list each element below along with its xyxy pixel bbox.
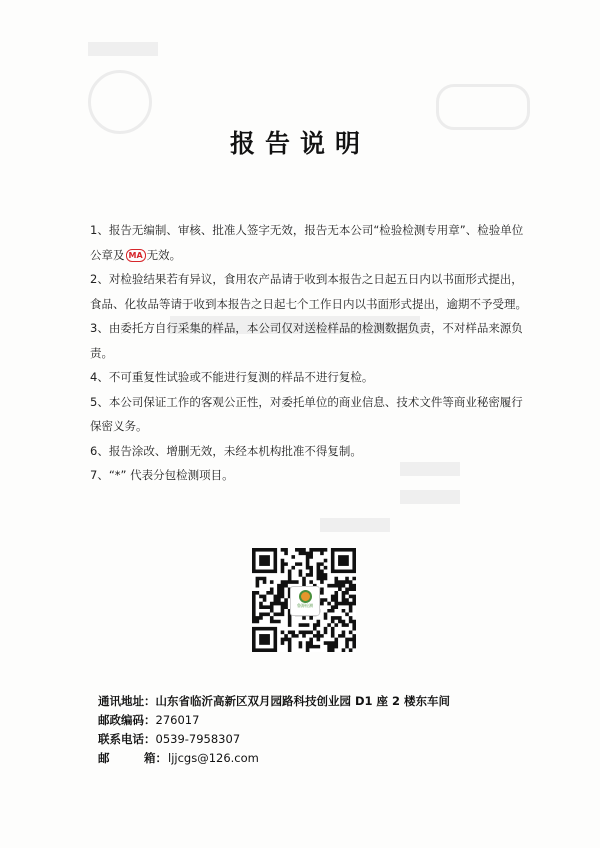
postcode-row: [98, 711, 558, 730]
note-item: 7、“*” 代表分包检测项目。: [90, 468, 234, 482]
phone-value: 0539-7958307: [155, 732, 241, 746]
email-label-part: 邮: [98, 751, 110, 765]
postcode-value: 276017: [155, 713, 200, 727]
qr-finder-pattern: [259, 634, 270, 645]
postcode-label: 邮政编码：: [98, 713, 156, 727]
company-logo-icon: [299, 590, 312, 603]
note-item: [90, 218, 530, 267]
note-item: 4、不可重复性试验或不能进行复测的样品不进行复检。: [90, 370, 374, 384]
qr-logo: [290, 586, 320, 616]
phone-label: 联系电话：: [98, 732, 156, 746]
notes-list: [90, 218, 530, 488]
faded-bar: [88, 42, 158, 56]
email-value[interactable]: ljjcgs@126.com: [168, 751, 259, 765]
page-title: 报告说明: [229, 129, 370, 158]
address-value: 山东省临沂高新区双月园路科技创业园 D1 座 2 楼东车间: [155, 694, 451, 708]
note-item: 2、对检验结果若有异议，食用农产品请于收到本报告之日起五日内以书面形式提出，食品、化妆品等请于收到本报告之日起七个工作日内以书面形式提出，逾期不予受理。: [90, 272, 527, 311]
email-label: [98, 749, 168, 768]
faded-bar: [320, 518, 390, 532]
email-label-part: 箱：: [144, 751, 167, 765]
phone-row: [98, 730, 558, 749]
note-text: 1、报告无编制、审核、批准人签字无效，报告无本公司“检验检测专用章”、检验单位公章及: [90, 223, 524, 262]
qr-logo-text: 鲁源检测: [297, 603, 313, 608]
ma-badge-icon: MA: [126, 249, 146, 262]
faded-bar: [400, 490, 460, 504]
note-item: 3、由委托方自行采集的样品，本公司仅对送检样品的检测数据负责，不对样品来源负责。: [90, 321, 523, 360]
address-row: [98, 692, 558, 711]
note-item: 5、本公司保证工作的客观公正性，对委托单位的商业信息、技术文件等商业秘密履行保密义务。: [90, 394, 523, 433]
note-item: 6、报告涂改、增删无效，未经本机构批准不得复制。: [90, 443, 362, 458]
address-label: 通讯地址：: [98, 694, 156, 708]
note-text: 无效。: [146, 247, 182, 262]
qr-finder-pattern: [259, 555, 270, 566]
qr-code: [252, 548, 356, 652]
email-row: [98, 749, 558, 768]
contact-block: [98, 692, 558, 768]
qr-finder-pattern: [338, 555, 349, 566]
